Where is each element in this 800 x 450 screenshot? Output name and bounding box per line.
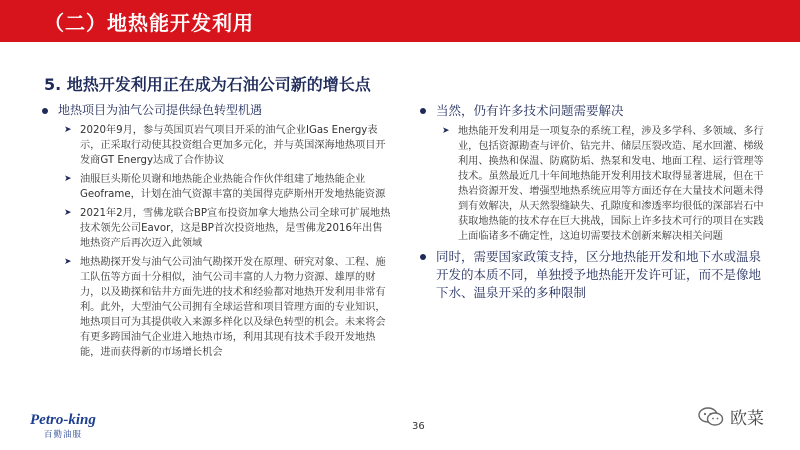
logo-text-cn: 百勤油服	[44, 430, 83, 440]
arrow-bullet-icon: ➤	[64, 208, 72, 218]
sub-bullet	[64, 206, 392, 251]
bullet-main	[418, 102, 768, 120]
arrow-bullet-icon: ➤	[64, 174, 72, 184]
wechat-icon	[698, 407, 724, 427]
title-banner	[0, 0, 800, 42]
arrow-bullet-icon: ➤	[64, 125, 72, 135]
bullet-heading: 同时，需要国家政策支持，区分地热能开发和地下水或温泉开发的本质不同，单独授予地热能开发许可证，而不是像地下水、温泉开采的多种限制	[436, 249, 762, 300]
sub-bullet-text: 2020年9月，参与英国页岩气项目开采的油气企业IGas Energy表示，正采取行动使其投资组合更加多元化，并与英国深海地热项目开发商GT Energy达成了合作协议	[80, 125, 386, 166]
sub-bullet-text: 油服巨头斯伦贝谢和地热能企业热能合作伙伴组建了地热能企业Geoframe，计划在油气资源丰富的美国得克萨斯州开发地热能资源	[80, 174, 386, 200]
sub-bullet	[64, 172, 392, 202]
company-logo	[30, 412, 96, 440]
bullet-dot-icon	[420, 108, 426, 114]
sub-bullet	[64, 123, 392, 168]
bullet-dot-icon	[42, 108, 48, 114]
wechat-watermark	[698, 404, 764, 429]
sub-bullet	[64, 255, 392, 360]
sub-bullet-text: 地热能开发利用是一项复杂的系统工程，涉及多学科、多领域、多行业，包括资源勘查与评价、钻完井、储层压裂改造、尾水回灌、梯级利用、换热和保温、防腐防垢、热泵和发电、地面工程、运行管理等技术。虽然最近几十年间地热能开发利用技术取得显著进展，但在干热岩资源开发、增强型地热系统应用等方面还存在大量技术问题未得到有效解决，从天然裂缝缺失、孔隙度和渗透率均很低的深部岩石中获取地热能的技术存在巨大挑战，国际上许多技术可行的项目在实践上面临诸多不确定性，这迫切需要技术创新来解决相关问题	[458, 126, 764, 242]
bullet-main	[418, 248, 768, 302]
left-column	[40, 102, 392, 364]
sub-bullet-text: 2021年2月，雪佛龙联合BP宣布投资加拿大地热公司全球可扩展地热技术领先公司Eavor，这是BP首次投资地热，是雪佛龙2016年出售地热资产后再次迈入此领域	[80, 208, 391, 249]
bullet-heading: 地热项目为油气公司提供绿色转型机遇	[58, 103, 263, 117]
bullet-dot-icon	[420, 254, 426, 260]
bullet-heading: 当然，仍有许多技术问题需要解决	[436, 103, 624, 118]
arrow-bullet-icon: ➤	[64, 257, 72, 267]
right-column	[418, 102, 768, 306]
arrow-bullet-icon: ➤	[442, 126, 450, 136]
sub-bullet	[442, 124, 768, 244]
page-number: 36	[412, 421, 425, 432]
slide-title: （二）地热能开发利用	[44, 11, 254, 35]
section-heading: 5. 地热开发利用正在成为石油公司新的增长点	[44, 75, 371, 94]
bullet-main	[40, 102, 392, 119]
sub-bullet-text: 地热勘探开发与油气公司油气勘探开发在原理、研究对象、工程、施工队伍等方面十分相似，油气公司丰富的人力物力资源、雄厚的财力，以及勘探和钻井方面先进的技术和经验都对地热开发利用非常有利。此外，大型油气公司拥有全球运营和项目管理方面的专业知识，地热项目可为其提供收入来源多样化以及绿色转型的机会。未来将会有更多跨国油气企业进入地热市场，利用其现有技术手段开发地热能，进而获得新的市场增长机会	[80, 257, 386, 358]
watermark-text: 欧菜	[730, 409, 764, 429]
logo-text-en: Petro-king	[30, 412, 96, 428]
